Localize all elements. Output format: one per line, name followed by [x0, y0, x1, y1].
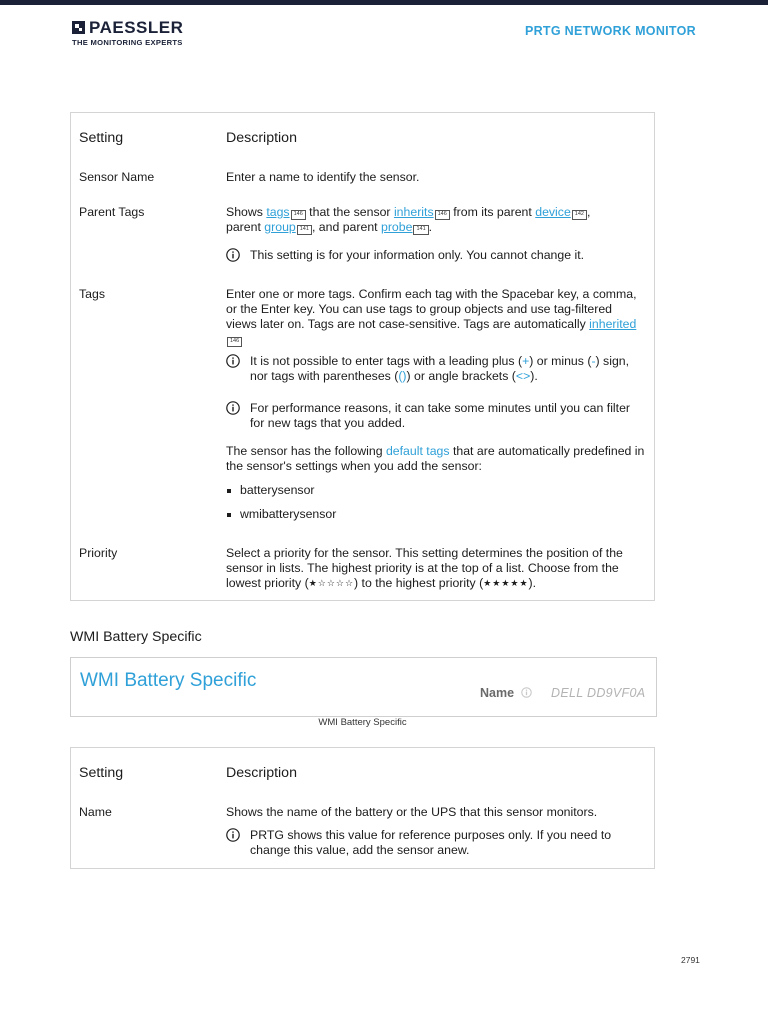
- bullet-icon: [227, 489, 231, 493]
- text: It is not possible to enter tags with a leading plus (: [250, 354, 523, 368]
- info-icon: [521, 685, 532, 703]
- product-name: PRTG NETWORK MONITOR: [524, 24, 696, 38]
- column-header-description: Description: [226, 130, 297, 146]
- text: .: [428, 220, 433, 234]
- setting-label-parent-tags: Parent Tags: [79, 205, 145, 219]
- info-note: [226, 248, 646, 263]
- list-item-text: wmibatterysensor: [240, 507, 337, 521]
- logo-tagline: THE MONITORING EXPERTS: [72, 38, 183, 47]
- setting-label-sensor-name: Sensor Name: [79, 170, 155, 184]
- page-ref: 146: [435, 210, 450, 220]
- link-inherited[interactable]: inherited: [589, 317, 637, 331]
- page-ref: 142: [572, 210, 587, 220]
- table-row: [71, 546, 646, 591]
- note-text: For performance reasons, it can take some minutes until you can filter for new tags that you added.: [250, 401, 631, 430]
- setting-desc-tags: [226, 287, 646, 522]
- info-note: [226, 354, 646, 384]
- info-icon: [226, 401, 240, 415]
- text: that the sensor: [305, 205, 394, 219]
- star-rating-highest: ★★★★★: [483, 578, 529, 588]
- list-item-text: batterysensor: [240, 483, 315, 497]
- table-row: [71, 287, 646, 522]
- paessler-logo-icon: [72, 21, 85, 34]
- setting-desc-name: [226, 805, 646, 858]
- setting-desc-sensor-name: Enter a name to identify the sensor.: [226, 170, 420, 184]
- figure-caption: WMI Battery Specific: [318, 717, 407, 728]
- text: ,: [586, 205, 591, 219]
- paessler-logo: [72, 19, 183, 47]
- info-icon: [226, 354, 240, 368]
- name-field-label: Name: [480, 686, 515, 700]
- text: , and parent: [311, 220, 381, 234]
- name-field-value: DELL DD9VF0A: [551, 686, 646, 700]
- setting-desc-priority: [226, 546, 646, 591]
- page-ref: 146: [291, 210, 306, 220]
- link-device[interactable]: device: [535, 205, 571, 219]
- symbol-plus: +: [522, 354, 530, 368]
- text: parent: [226, 220, 265, 234]
- table-row: [71, 205, 646, 263]
- settings-screenshot: [70, 657, 657, 717]
- table-header-row: [71, 129, 646, 147]
- page-ref: 141: [297, 225, 312, 235]
- link-inherits[interactable]: inherits: [393, 205, 434, 219]
- column-header-description: Description: [226, 765, 297, 781]
- info-note: [226, 828, 646, 858]
- list-item: [226, 507, 646, 522]
- table-row: [71, 170, 646, 185]
- text: Select a priority for the sensor. This setting determines the position of the sensor in lists. The highest priority is at the top of a list. Choose from the lowest priority (: [226, 546, 623, 590]
- setting-label-tags: Tags: [79, 287, 105, 301]
- column-header-setting: Setting: [79, 130, 124, 146]
- setting-desc-parent-tags: [226, 205, 646, 263]
- link-probe[interactable]: probe: [381, 220, 413, 234]
- table-row: [71, 805, 646, 858]
- setting-label-name: Name: [79, 805, 112, 819]
- logo-text: PAESSLER: [89, 18, 184, 37]
- info-icon: [226, 828, 240, 842]
- text: ).: [528, 576, 537, 590]
- text: ) to the highest priority (: [354, 576, 484, 590]
- page-ref: 141: [413, 225, 428, 235]
- text: ) or minus (: [529, 354, 592, 368]
- text: ) or angle brackets (: [406, 369, 516, 383]
- screenshot-title: WMI Battery Specific: [80, 670, 257, 691]
- bullet-icon: [227, 513, 231, 517]
- info-icon: [226, 248, 240, 262]
- text: Shows: [226, 205, 267, 219]
- symbol-parentheses: (): [398, 369, 407, 383]
- tags-description: Enter one or more tags. Confirm each tag with the Spacebar key, a comma, or the Enter key. You can use tags to group objects and use tag-filtered views later on. Tags are not case-sensitive. Tags are automatically: [226, 287, 637, 331]
- symbol-angle-brackets: <>: [515, 369, 531, 383]
- text: ).: [530, 369, 538, 383]
- text: The sensor has the following: [226, 444, 386, 458]
- note-text: This setting is for your information only. You cannot change it.: [250, 248, 585, 262]
- note-text: PRTG shows this value for reference purposes only. If you need to change this value, add the sensor anew.: [250, 828, 612, 857]
- list-item: [226, 483, 646, 498]
- table-header-row: [71, 764, 646, 782]
- column-header-setting: Setting: [79, 765, 124, 781]
- text: ) sign, nor tags with parentheses (: [250, 354, 630, 383]
- name-description: Shows the name of the battery or the UPS that this sensor monitors.: [226, 805, 598, 819]
- link-group[interactable]: group: [264, 220, 296, 234]
- settings-table: [70, 112, 655, 601]
- text: from its parent: [449, 205, 536, 219]
- info-note: [226, 401, 646, 431]
- settings-table-wmi: [70, 747, 655, 869]
- link-default-tags[interactable]: default tags: [385, 444, 450, 458]
- top-accent-bar: [0, 0, 768, 5]
- section-heading: WMI Battery Specific: [70, 629, 202, 645]
- star-rating-lowest: ★☆☆☆☆: [308, 578, 355, 588]
- symbol-minus: -: [591, 354, 596, 368]
- default-tags-text: [226, 444, 646, 474]
- link-tags[interactable]: tags: [266, 205, 290, 219]
- page-ref: 146: [227, 337, 242, 347]
- setting-label-priority: Priority: [79, 546, 118, 560]
- text: that are automatically predefined in the sensor's settings when you add the sensor:: [226, 444, 645, 473]
- page-number: 2791: [681, 955, 700, 965]
- note-text: [250, 354, 646, 384]
